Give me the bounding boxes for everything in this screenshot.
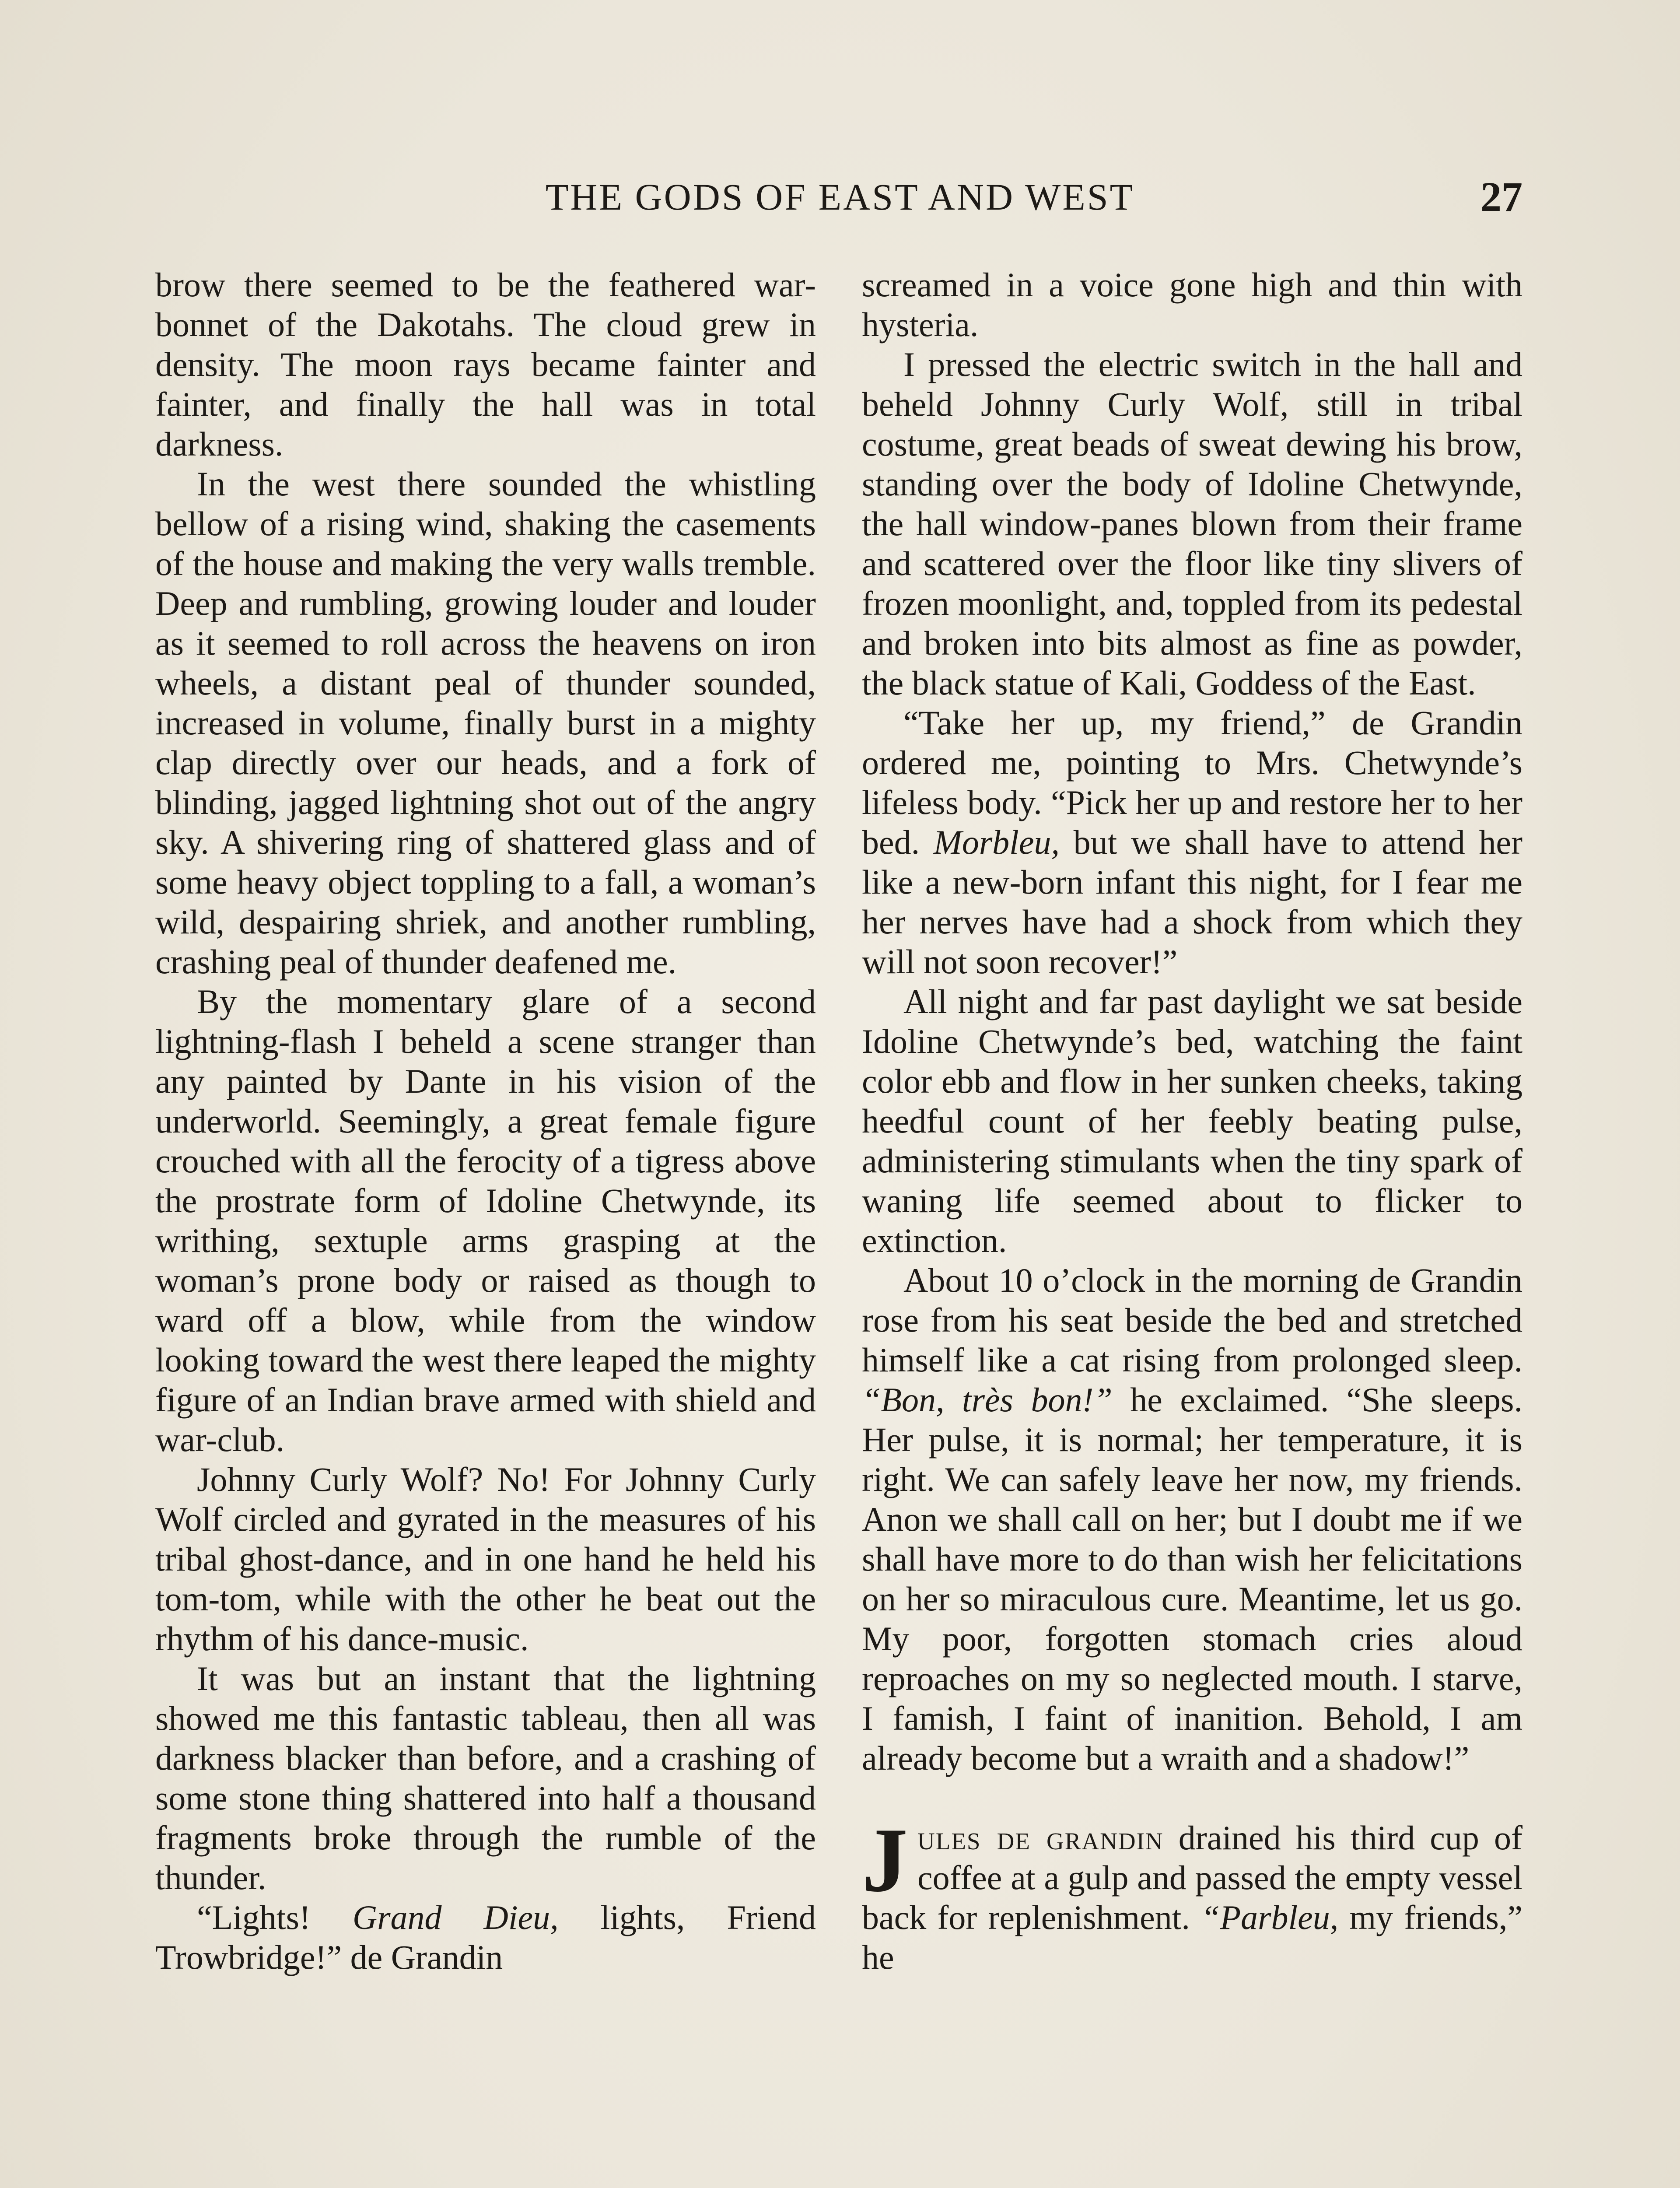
paragraph: Johnny Curly Wolf? No! For Johnny Curly Wolf circled and gyrated in the measures of his tribal ghost-dance, and in one hand he held his tom-tom, while with the other he beat out the rhythm of his dance-music. bbox=[155, 1460, 816, 1658]
text-run: lights, Friend Trowbridge!” de Grandin bbox=[155, 1898, 816, 1976]
text-run: About 10 o’clock in the morning de Grandin rose from his seat beside the bed and stretched himself like a cat rising from prolonged sleep. bbox=[862, 1261, 1522, 1379]
italic-text: Morbleu, bbox=[933, 823, 1060, 861]
paragraph bbox=[862, 1260, 1522, 1778]
paragraph: In the west there sounded the whistling bellow of a rising wind, shaking the casements of the house and making the very walls tremble. Deep and rumbling, growing louder and louder as it seemed to roll across the heavens on iron wheels, a distant peal of thunder sounded, increased in volume, finally burst in a mighty clap directly over our heads, and a fork of blinding, jagged lightning shot out of the angry sky. A shivering ring of shattered glass and of some heavy object toppling to a fall, a woman’s wild, despairing shriek, and another rumbling, crashing peal of thunder deafened me. bbox=[155, 465, 816, 981]
left-column bbox=[155, 265, 816, 1977]
running-title: THE GODS OF EAST AND WEST bbox=[545, 176, 1135, 218]
text-run: my friends,” he bbox=[862, 1898, 1523, 1976]
page-number: 27 bbox=[1480, 173, 1522, 220]
paragraph: By the momentary glare of a second lightning-flash I beheld a scene stranger than any painted by Dante in his vision of the underworld. Seemingly, a great female figure crouched with all the ferocity of a tigress above the prostrate form of Idoline Chetwynde, its writhing, sextuple arms grasping at the woman’s prone body or raised as though to ward off a blow, while from the window looking toward the west there leaped the mighty figure of an Indian brave armed with shield and war-club. bbox=[155, 982, 816, 1459]
section-opening-paragraph bbox=[862, 1809, 1523, 1977]
text-run: “Lights! bbox=[197, 1898, 353, 1936]
text-run: he exclaimed. “She sleeps. Her pulse, it is normal; her temperature, it is right. We can safely leave her now, my friends. Anon we shall call on her; but I doubt me if we shall have more to do than wish her felicitations on her so miraculous cure. Meantime, let us go. My poor, forgotten stomach cries aloud reproaches on my so neglected mouth. I starve, I famish, I faint of inanition. Behold, I am already become but a wraith and a shadow!” bbox=[862, 1381, 1522, 1777]
paragraph: brow there seemed to be the feathered war-bonnet of the Dakotahs. The cloud grew in density. The moon rays became fainter and fainter, and finally the hall was in total darkness. bbox=[155, 266, 816, 463]
italic-text: “Parbleu, bbox=[1201, 1898, 1339, 1936]
paragraph: I pressed the electric switch in the hall and beheld Johnny Curly Wolf, still in tribal costume, great beads of sweat dewing his brow, standing over the body of Idoline Chetwynde, the hall window-panes blown from their frame and scattered over the floor like tiny slivers of frozen moonlight, and, toppled from its pedestal and broken into bits almost as fine as powder, the black statue of Kali, Goddess of the East. bbox=[862, 345, 1522, 702]
text-run: “Take her up, my friend,” de Grandin ordered me, pointing to Mrs. Chetwynde’s lifeless body. “Pick her up and restore her to her bed. bbox=[862, 704, 1522, 861]
italic-text: Grand Dieu, bbox=[352, 1898, 559, 1936]
smallcaps-name: ules de grandin bbox=[917, 1819, 1164, 1857]
text-run: drained his third cup of coffee at a gulp and passed the empty vessel back for replenishment. bbox=[862, 1819, 1522, 1936]
paragraph: screamed in a voice gone high and thin with hysteria. bbox=[862, 266, 1522, 344]
paragraph bbox=[862, 703, 1522, 982]
drop-cap: J bbox=[862, 1809, 908, 1911]
paragraph: It was but an instant that the lightning showed me this fantastic tableau, then all was darkness blacker than before, and a crashing of some stone thing shattered into half a thousand fragments broke through the rumble of the thunder. bbox=[155, 1659, 816, 1897]
running-head bbox=[158, 166, 1522, 228]
right-column bbox=[862, 265, 1522, 1977]
italic-text: “Bon, très bon!” bbox=[862, 1381, 1113, 1419]
paragraph: All night and far past daylight we sat beside Idoline Chetwynde’s bed, watching the faint color ebb and flow in her sunken cheeks, taking heedful count of her feebly beating pulse, administering stimulants when the tiny spark of waning life seemed about to flicker to extinction. bbox=[862, 982, 1522, 1259]
paragraph bbox=[155, 1897, 816, 1977]
text-run: but we shall have to attend her like a new-born infant this night, for I fear me her nerves have had a shock from which they will not soon recover!” bbox=[862, 823, 1522, 981]
